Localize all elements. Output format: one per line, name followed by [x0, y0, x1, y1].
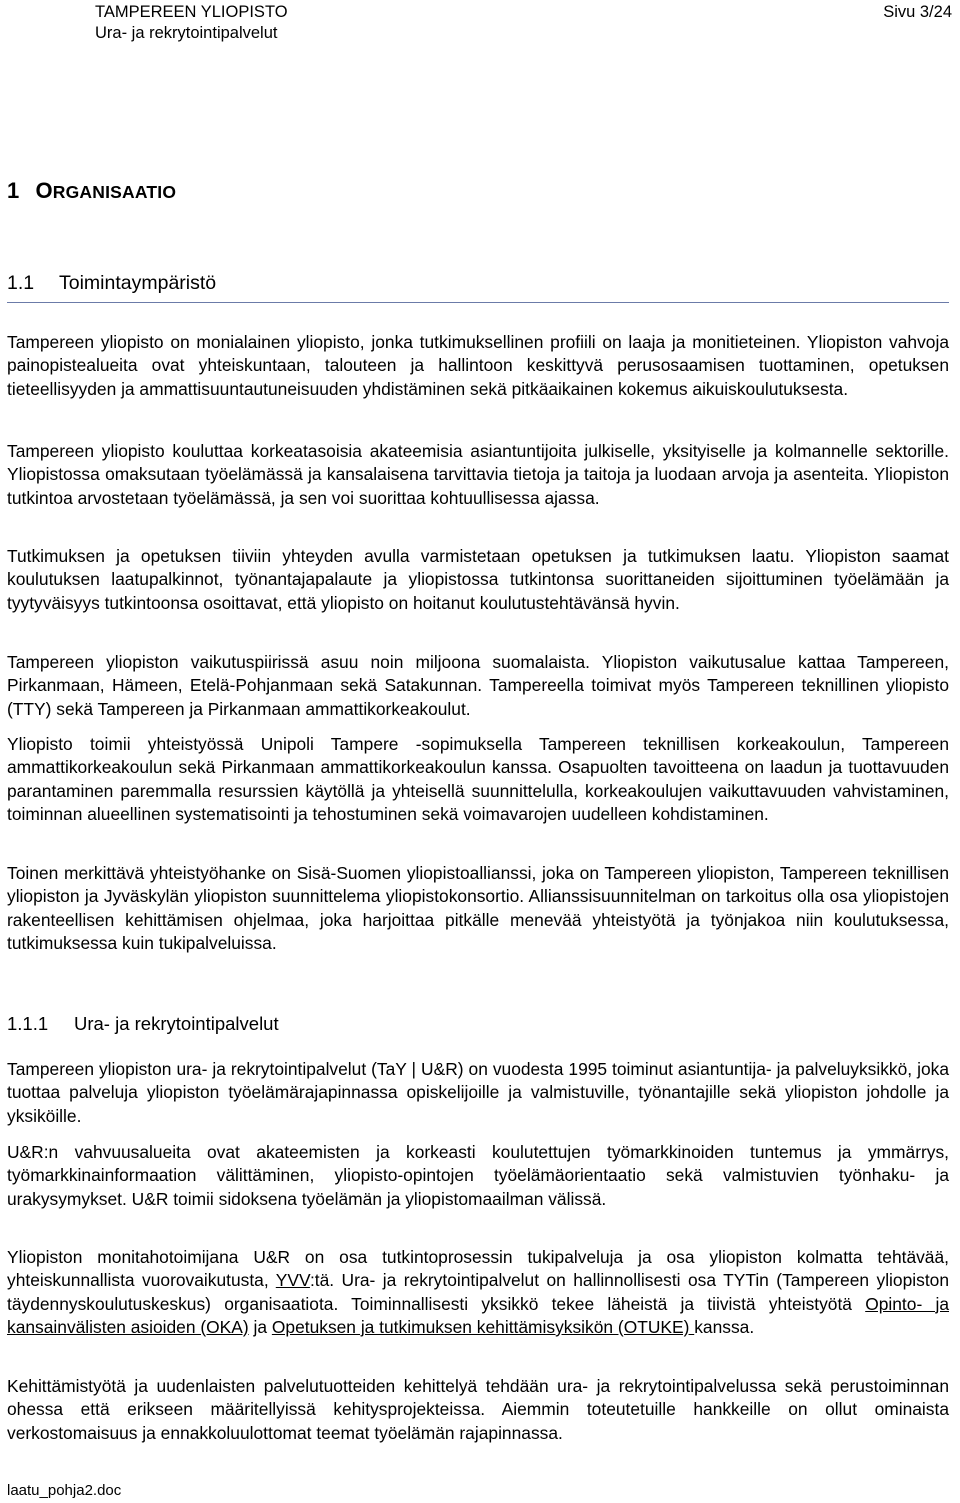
section-1-1-1-number: 1.1.1	[7, 1013, 49, 1034]
link-oka[interactable]: Opinto- ja kansainvälisten asioiden (OKA)	[7, 1293, 949, 1337]
link-yvv[interactable]: YVV	[275, 1270, 310, 1291]
paragraph-7: Tampereen yliopiston ura- ja rekrytointipalvelut (TaY | U&R) on vuodesta 1995 toiminut asiantuntija- ja palveluyksikkö, joka tuottaa palveluja yliopiston työelämärajapinnassa opiskelijoille ja valmistuville, työnantajille sekä yliopiston johdolle ja yksiköille.	[7, 1059, 949, 1126]
link-otuke[interactable]: Opetuksen ja tutkimuksen kehittämisyksikön (OTUKE)	[271, 1316, 695, 1337]
section-1-1-heading	[7, 272, 949, 303]
paragraph-2: Tampereen yliopisto kouluttaa korkeatasoisia akateemisia asiantuntijoita julkiselle, yksityiselle ja kolmannelle sektorille. Yliopistossa omaksutaan työelämässä ja kansalaisena tarvittavia tietoja ja taitoja ja luodaan arvoja ja asenteita. Yliopiston tutkintoa arvostetaan työelämässä, ja sen voi suorittaa kohtuullisessa ajassa.	[7, 441, 949, 508]
section-1-1-number: 1.1	[7, 272, 35, 294]
header-org: TAMPEREEN YLIOPISTO	[95, 3, 288, 21]
paragraph-1: Tampereen yliopisto on monialainen yliopisto, jonka tutkimuksellinen profiili on laaja ja monitieteinen. Yliopiston vahvoja painopistealueita ovat yhteiskuntaan, talouteen ja hallintoon keskittyvä perusosaamisen tuottaminen, opetuksen tieteellisyyden ja ammattisuuntautuneisuuden yhdistäminen sekä pitkäaikainen kokemus aikuiskoulutuksesta.	[7, 332, 949, 399]
section-1-1-1-heading	[7, 1013, 279, 1035]
paragraph-9-part-b: :tä. Ura- ja rekrytointipalvelut on hallinnollisesti osa TYTin (Tampereen yliopiston täydennyskoulutuskeskus) organisaatiota. Toiminnallisesti yksikkö tekee läheistä ja tiivistä yhteistyötä	[7, 1270, 949, 1314]
section-1-1-1-title: Ura- ja rekrytointipalvelut	[74, 1013, 279, 1034]
paragraph-5: Yliopisto toimii yhteistyössä Unipoli Tampere -sopimuksella Tampereen teknillisen korkeakoulun, Tampereen ammattikorkeakoulun sekä Pirkanmaan ammattikorkeakoulun kanssa. Osapuolten tavoitteena on laadun ja tuottavuuden parantaminen paremmalla resurssien käytöllä ja yhteisellä suunnittelulla, korkeakoulujen vaikuttavuuden vahvistaminen, toiminnan alueellinen systematisointi ja tehostuminen sekä voimavarojen uudelleen kohdistaminen.	[7, 734, 949, 824]
section-1-title-rest: RGANISAATIO	[52, 182, 177, 202]
document-page	[7, 0, 952, 1503]
header-unit: Ura- ja rekrytointipalvelut	[95, 24, 278, 42]
footer-filename: laatu_pohja2.doc	[7, 1482, 122, 1499]
paragraph-6: Toinen merkittävä yhteistyöhanke on Sisä-Suomen yliopistoallianssi, joka on Tampereen yliopiston, Tampereen teknillisen yliopiston ja Jyväskylän yliopiston suunnittelema yliopistokonsortio. Allianssisuunnitelman on tarkoitus olla osa yliopistojen rakenteellisen kehittämisen ohjelmaa, joka harjoittaa pitkälle menevää yhteistyötä ja työnjakoa niin koulutuksessa, tutkimuksessa kuin tukipalveluissa.	[7, 863, 949, 953]
section-1-1-title: Toimintaympäristö	[59, 272, 217, 294]
section-1-heading	[7, 178, 176, 204]
paragraph-4: Tampereen yliopiston vaikutuspiirissä asuu noin miljoona suomalaista. Yliopiston vaikutusalue kattaa Tampereen, Pirkanmaan, Hämeen, Etelä-Pohjanmaan sekä Satakunnan. Tampereella toimivat myös Tampereen teknillinen yliopisto (TTY) sekä Tampereen ja Pirkanmaan ammattikorkeakoulut.	[7, 652, 949, 719]
section-1-title-first: O	[35, 178, 53, 203]
paragraph-10: Kehittämistyötä ja uudenlaisten palvelutuotteiden kehittelyä tehdään ura- ja rekrytointipalvelussa sekä perustoiminnan ohessa että erikseen määritellyissä kehitysprojekteissa. Aiemmin toteutetuille hankkeille on ollut ominaista verkostomaisuus ja ennakkoluulottomat teemat työelämän rajapinnassa.	[7, 1376, 949, 1443]
header-page-number: Sivu 3/24	[883, 3, 952, 21]
paragraph-8: U&R:n vahvuusalueita ovat akateemisten ja korkeasti koulutettujen työmarkkinoiden tuntemus ja ymmärrys, työmarkkinainformaation välittäminen, yliopisto-opintojen työelämäorientaatio sekä valmistuvien työnhaku- ja urakysymykset. U&R toimii sidoksena työelämän ja yliopistomaailman välissä.	[7, 1142, 949, 1209]
paragraph-9-part-a: Yliopiston monitahotoimijana U&R on osa tutkintoprosessin tukipalveluja ja osa yliopiston kolmatta tehtävää, yhteiskunnallista vuorovaikutusta,	[7, 1247, 949, 1291]
page-header-left	[95, 2, 288, 44]
paragraph-3: Tutkimuksen ja opetuksen tiiviin yhteyden avulla varmistetaan opetuksen ja tutkimuksen laatu. Yliopiston saamat koulutuksen laatupalkinnot, työnantajapalaute ja yliopistossa tutkintonsa suorittaneiden sijoittuminen työelämään ja tyytyväisyys tutkintoonsa osoittavat, että yliopisto on hoitanut koulutustehtävänsä hyvin.	[7, 546, 949, 613]
paragraph-9	[7, 1246, 949, 1339]
paragraph-9-part-c: ja	[248, 1316, 272, 1337]
paragraph-9-part-d: kanssa.	[694, 1316, 755, 1337]
section-1-number: 1	[7, 178, 20, 203]
